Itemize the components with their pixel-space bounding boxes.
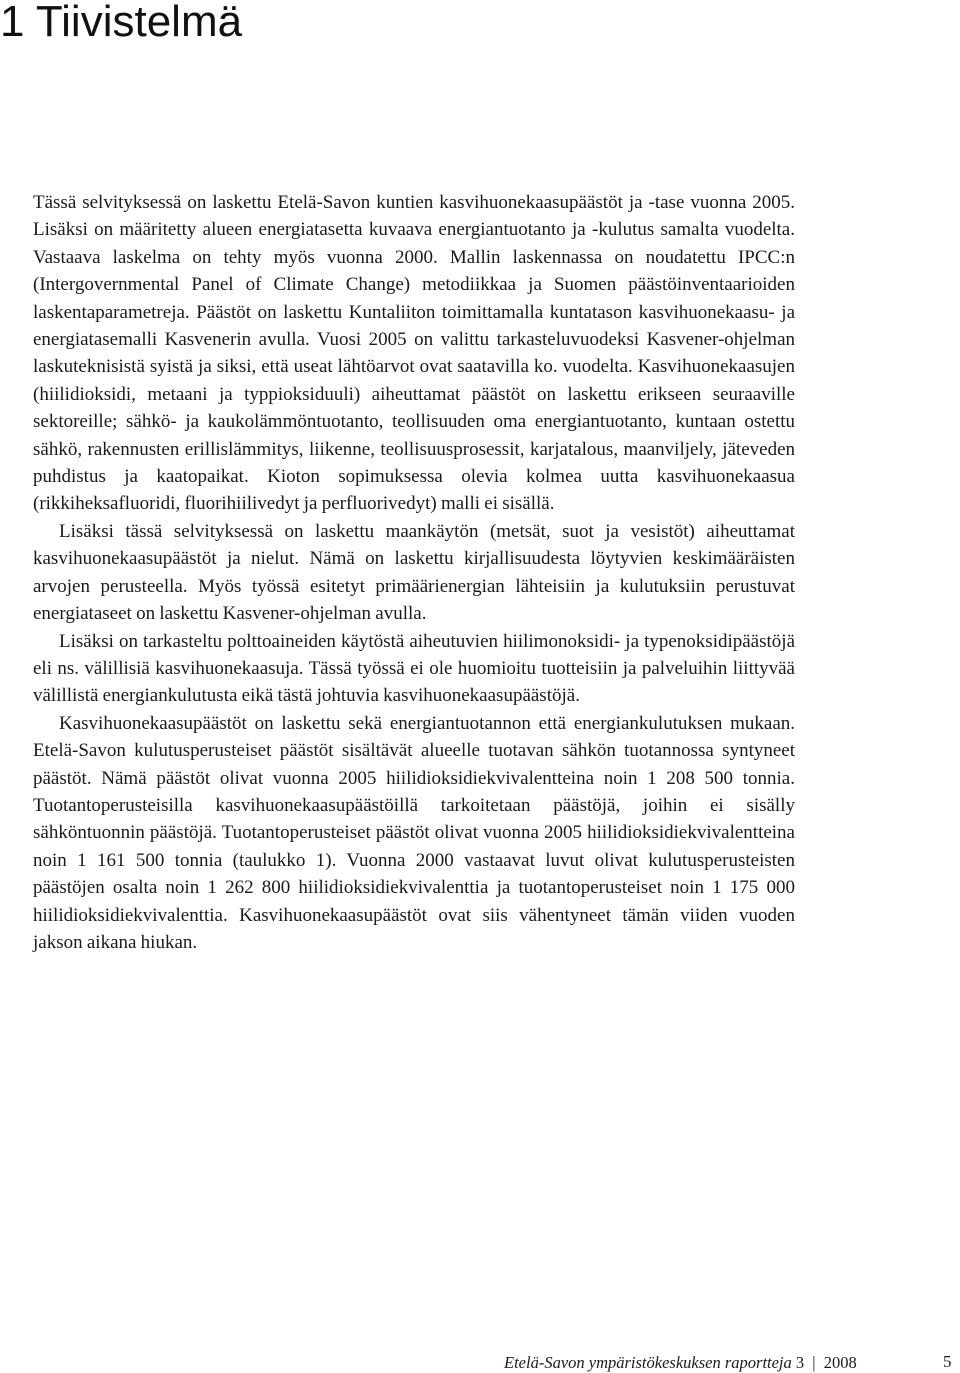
paragraph-2: Lisäksi tässä selvityksessä on laskettu maankäytön (metsät, suot ja vesistöt) aiheuttamat kasvihuonekaasupäästöt ja nielut. Nämä on laskettu kirjallisuudesta löytyvien keskimääräisten arvojen perusteella. Myös työssä esitetyt primäärienergian lähteisiin ja kulutuksiin perustuvat energiataseet on laskettu Kasvener-ohjelman avulla. [33, 520, 795, 625]
footer-series-title: Etelä-Savon ympäristökeskuksen raportteja [504, 1353, 792, 1372]
page-footer [504, 1353, 857, 1373]
paragraph-1: Tässä selvityksessä on laskettu Etelä-Savon kuntien kasvihuonekaasupäästöt ja -tase vuonna 2005. Lisäksi on määritetty alueen energiatasetta kuvaava energiantuotanto ja -kulutus samalta vuodelta. Vastaava laskelma on tehty myös vuonna 2000. Mallin laskennassa on noudatettu IPCC:n (Intergovernmental Panel of Climate Change) metodiikkaa ja Suomen päästöinventaarioiden laskentaparametreja. Päästöt on laskettu Kuntaliiton toimittamalla kuntatason kasvihuonekaasu- ja energiatasemalli Kasvenerin avulla. Vuosi 2005 on valittu tarkasteluvuodeksi Kasvener-ohjelman laskuteknisistä syistä ja siksi, että useat lähtöarvot ovat saatavilla ko. vuodelta. Kasvihuonekaasujen (hiilidioksidi, metaani ja typpioksiduuli) aiheuttamat päästöt on laskettu erikseen seuraaville sektoreille; sähkö- ja kaukolämmöntuotanto, teollisuuden oma energiantuotanto, kuntaan ostettu sähkö, rakennusten erillislämmitys, liikenne, teollisuusprosessit, karjatalous, maanviljely, jäteveden puhdistus ja kaatopaikat. Kioton sopimuksessa olevia kolmea uutta kasvihuonekaasua (rikkiheksafluoridi, fluorihiilivedyt ja perfluorivedyt) malli ei sisällä. [33, 192, 795, 515]
summary-body [33, 189, 795, 956]
footer-year: 2008 [823, 1353, 857, 1372]
paragraph-3: Lisäksi on tarkasteltu polttoaineiden käytöstä aiheutuvien hiilimonoksidi- ja typenoksidipäästöjä eli ns. välillisiä kasvihuonekaasuja. Tässä työssä ei ole huomioitu tuotteisiin ja palveluihin liittyvää välillistä energiankulutusta eikä tästä johtuvia kasvihuonekaasupäästöjä. [33, 630, 795, 707]
paragraph-4: Kasvihuonekaasupäästöt on laskettu sekä energiantuotannon että energiankulutuksen mukaan. Etelä-Savon kulutusperusteiset päästöt sisältävät alueelle tuotavan sähkön tuotannossa syntyneet päästöt. Nämä päästöt olivat vuonna 2005 hiilidioksidiekvivalentteina noin 1 208 500 tonnia. Tuotantoperusteisilla kasvihuonekaasupäästöillä tarkoitetaan päästöjä, joihin ei sisälly sähköntuonnin päästöjä. Tuotantoperusteiset päästöt olivat vuonna 2005 hiilidioksidiekvivalentteina noin 1 161 500 tonnia (taulukko 1). Vuonna 2000 vastaavat luvut olivat kulutusperusteisten päästöjen osalta noin 1 262 800 hiilidioksidiekvivalenttia ja tuotantoperusteiset noin 1 175 000 hiilidioksidiekvivalenttia. Kasvihuonekaasupäästöt ovat siis vähentyneet tämän viiden vuoden jakson aikana hiukan. [33, 712, 795, 953]
footer-number: 3 [795, 1353, 805, 1372]
page-number: 5 [943, 1352, 952, 1371]
footer-separator: | [812, 1353, 816, 1372]
page-heading: 1 Tiivistelmä [0, 0, 243, 46]
